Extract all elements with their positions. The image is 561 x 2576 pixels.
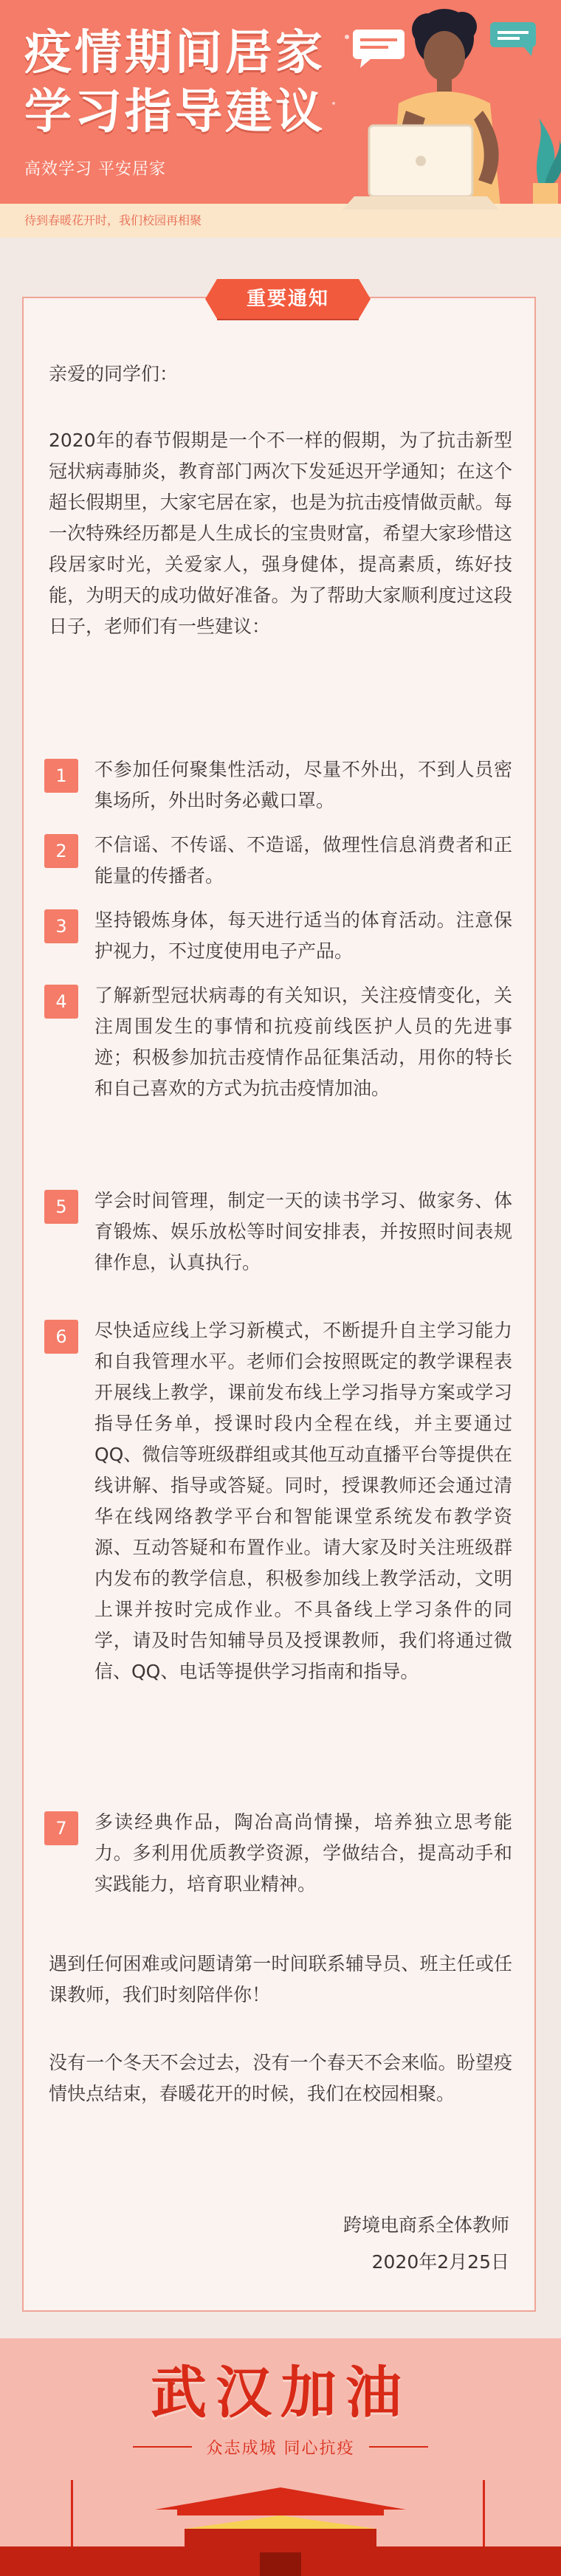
advice-text-5: 学会时间管理，制定一天的读书学习、做家务、体育锻炼、娱乐放松等时间安排表，并按照时间表规律作息，认真执行。	[94, 1190, 512, 1273]
advice-number-4: 4	[44, 985, 78, 1019]
advice-text-1: 不参加任何聚集性活动，尽量不外出，不到人员密集场所，外出时务必戴口罩。	[94, 759, 512, 811]
hero-subtitle: 高效学习 平安居家	[24, 160, 166, 179]
student-laptop-illustration	[317, 0, 561, 238]
advice-text-2: 不信谣、不传谣、不造谣，做理性信息消费者和正能量的传播者。	[94, 834, 512, 886]
contact-paragraph: 遇到任何困难或问题请第一时间联系辅导员、班主任或任课教师，我们时刻陪伴你！	[49, 1953, 512, 2005]
plant-icon	[533, 118, 561, 207]
decor-dot	[345, 35, 349, 39]
advice-text-4: 了解新型冠状病毒的有关知识，关注疫情变化，关注周围发生的事情和抗疫前线医护人员的先进事迹；积极参加抗击疫情作品征集活动，用你的特长和自己喜欢的方式为抗击疫情加油。	[94, 985, 512, 1099]
closing-paragraph: 没有一个冬天不会过去，没有一个春天不会来临。盼望疫情快点结束，春暖花开的时候，我们在校园相聚。	[49, 2052, 512, 2104]
advice-number-5: 5	[44, 1190, 78, 1224]
tiananmen-gate-illustration	[0, 2465, 561, 2576]
footer-slogan-row	[0, 2436, 561, 2458]
hero-title-line-1: 疫情期间居家	[24, 26, 326, 80]
signature: 跨境电商系全体教师	[343, 2214, 509, 2236]
slogan-divider-right	[369, 2446, 428, 2448]
hero-banner	[0, 0, 561, 238]
hero-title-line-2: 学习指导建议	[24, 85, 326, 140]
intro-paragraph: 2020年的春节假期是一个不一样的假期，为了抗击新型冠状病毒肺炎，教育部门两次下发延迟开学通知；在这个超长假期里，大家宅居在家，也是为抗击疫情做贡献。每一次特殊经历都是人生成长的宝贵财富，希望大家珍惜这段居家时光，关爱家人，强身健体，提高素质，练好技能，为明天的成功做好准备。为了帮助大家顺利度过这段日子，老师们有一些建议：	[49, 430, 512, 637]
advice-number-7: 7	[44, 1811, 78, 1845]
advice-text-7: 多读经典作品，陶冶高尚情操，培养独立思考能力。多利用优质教学资源，学做结合，提高动手和实践能力，培育职业精神。	[94, 1811, 512, 1895]
decor-dot	[332, 102, 335, 105]
footer-banner	[0, 2338, 561, 2576]
chat-bubble-icon	[490, 22, 536, 56]
chat-bubble-icon	[353, 30, 405, 68]
advice-text-6: 尽快适应线上学习新模式，不断提升自主学习能力和自我管理水平。老师们会按照既定的教学课程表开展线上教学，课前发布线上学习指导方案或学习指导任务单，授课时段内全程在线，并主要通过QQ、微信等班级群组或其他互动直播平台等提供在线讲解、指导或答疑。同时，授课教师还会通过清华在线网络教学平台和智能课堂系统发布教学资源、互动答疑和布置作业。请大家及时关注班级群内发布的教学信息，积极参加线上教学活动，文明上课并按时完成作业。不具备线上学习条件的同学，请及时告知辅导员及授课教师，我们将通过微信、QQ、电话等提供学习指南和指导。	[94, 1320, 512, 1682]
advice-text-3: 坚持锻炼身体，每天进行适当的体育活动。注意保护视力，不过度使用电子产品。	[94, 909, 512, 962]
signature-date: 2020年2月25日	[371, 2251, 509, 2273]
advice-number-3: 3	[44, 909, 78, 943]
notice-badge: 重要通知	[217, 279, 359, 319]
greeting: 亲爱的同学们：	[49, 363, 179, 385]
hero-tagline: 待到春暖花开时，我们校园再相聚	[24, 213, 202, 227]
advice-number-1: 1	[44, 759, 78, 793]
advice-number-6: 6	[44, 1320, 78, 1354]
footer-title: 武汉加油	[151, 2360, 410, 2425]
notice-card	[22, 288, 536, 2312]
advice-number-2: 2	[44, 834, 78, 868]
footer-slogan: 众志成城 同心抗疫	[206, 2439, 355, 2458]
